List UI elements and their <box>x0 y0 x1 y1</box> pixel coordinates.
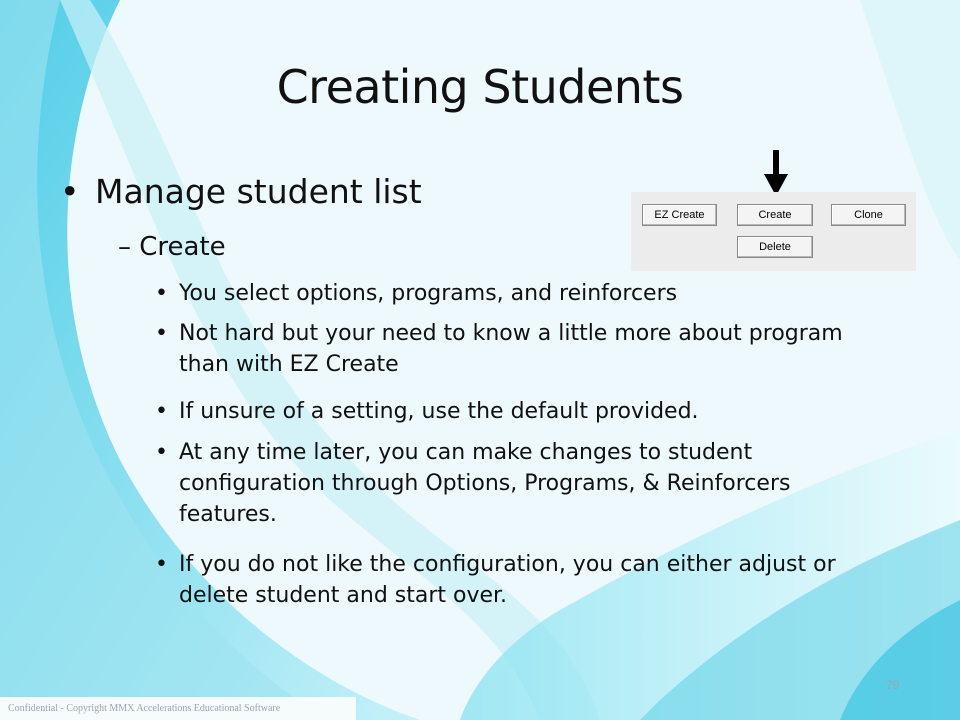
detail-text: If you do not like the configuration, you can either adjust or delete student and start over. <box>179 552 836 608</box>
bullet-text: Manage student list <box>95 172 422 211</box>
sub-bullet-text: Create <box>139 232 226 262</box>
sub-bullet-create <box>118 232 226 262</box>
detail-item <box>155 437 875 530</box>
detail-item <box>155 396 875 427</box>
bullet-dot-icon: • <box>155 399 168 424</box>
bullet-dot-icon: • <box>155 321 168 346</box>
detail-item <box>155 278 875 309</box>
student-buttons-screenshot <box>631 192 916 271</box>
bullet-dot-icon: • <box>60 172 80 211</box>
detail-item <box>155 318 875 380</box>
delete-button[interactable]: Delete <box>737 236 813 258</box>
bullet-dot-icon: • <box>155 552 168 577</box>
detail-text: If unsure of a setting, use the default provided. <box>179 399 699 424</box>
dash-icon: – <box>118 232 131 262</box>
page-number: 79 <box>886 678 900 692</box>
create-button[interactable]: Create <box>737 204 813 226</box>
detail-text: You select options, programs, and reinforcers <box>179 281 678 306</box>
slide-title: Creating Students <box>276 60 684 114</box>
detail-item <box>155 549 875 611</box>
detail-text: At any time later, you can make changes to student configuration through Options, Programs, & Reinforcers features. <box>179 440 791 527</box>
detail-text: Not hard but your need to know a little more about program than with EZ Create <box>179 321 843 377</box>
ez-create-button[interactable]: EZ Create <box>642 204 717 226</box>
down-arrow-icon <box>764 150 788 196</box>
clone-button[interactable]: Clone <box>831 204 906 226</box>
bullet-dot-icon: • <box>155 281 168 306</box>
footer-copyright: Confidential - Copyright MMX Accelerations Educational Software <box>0 697 356 720</box>
bullet-dot-icon: • <box>155 440 168 465</box>
